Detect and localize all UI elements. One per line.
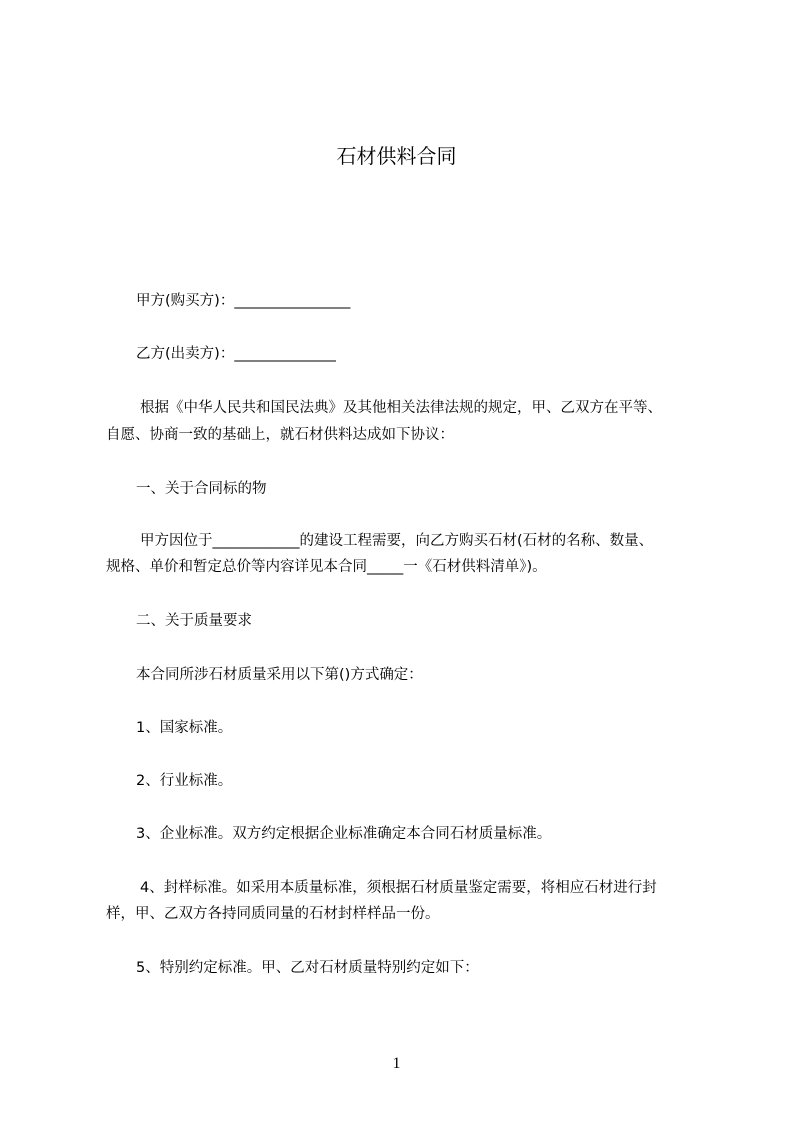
document-title: 石材供料合同 — [336, 144, 457, 168]
list-item-5: 5、特别约定标准。甲、乙对石材质量特别约定如下： — [136, 960, 479, 976]
intro-paragraph-line-2: 自愿、协商一致的基础上，就石材供料达成如下协议： — [106, 427, 454, 443]
section-1-paragraph-line-1: 甲方因位于____________的建设工程需要，向乙方购买石材(石材的名称、数量、 — [140, 533, 654, 549]
page-number: 1 — [392, 1055, 401, 1072]
section-1-heading: 一、关于合同标的物 — [136, 481, 267, 497]
intro-paragraph-line-1: 根据《中华人民共和国民法典》及其他相关法律法规的规定，甲、乙双方在平等、 — [140, 400, 662, 416]
section-2-intro: 本合同所涉石材质量采用以下第()方式确定： — [136, 667, 423, 683]
list-item-2: 2、行业标准。 — [136, 773, 233, 789]
list-item-3: 3、企业标准。双方约定根据企业标准确定本合同石材质量标准。 — [136, 826, 552, 842]
list-item-1: 1、国家标准。 — [136, 720, 233, 736]
section-1-paragraph-line-2: 规格、单价和暂定总价等内容详见本合同_____一《石材供料清单》)。 — [106, 559, 547, 575]
party-b-line: 乙方(出卖方)：______________ — [136, 346, 336, 362]
list-item-4-line-2: 样，甲、乙双方各持同质同量的石材封样样品一份。 — [106, 906, 440, 922]
list-item-4-line-1: 4、封样标准。如采用本质量标准，须根据石材质量鉴定需要，将相应石材进行封 — [140, 880, 657, 896]
party-a-line: 甲方(购买方)：________________ — [136, 293, 351, 309]
section-2-heading: 二、关于质量要求 — [136, 613, 252, 629]
